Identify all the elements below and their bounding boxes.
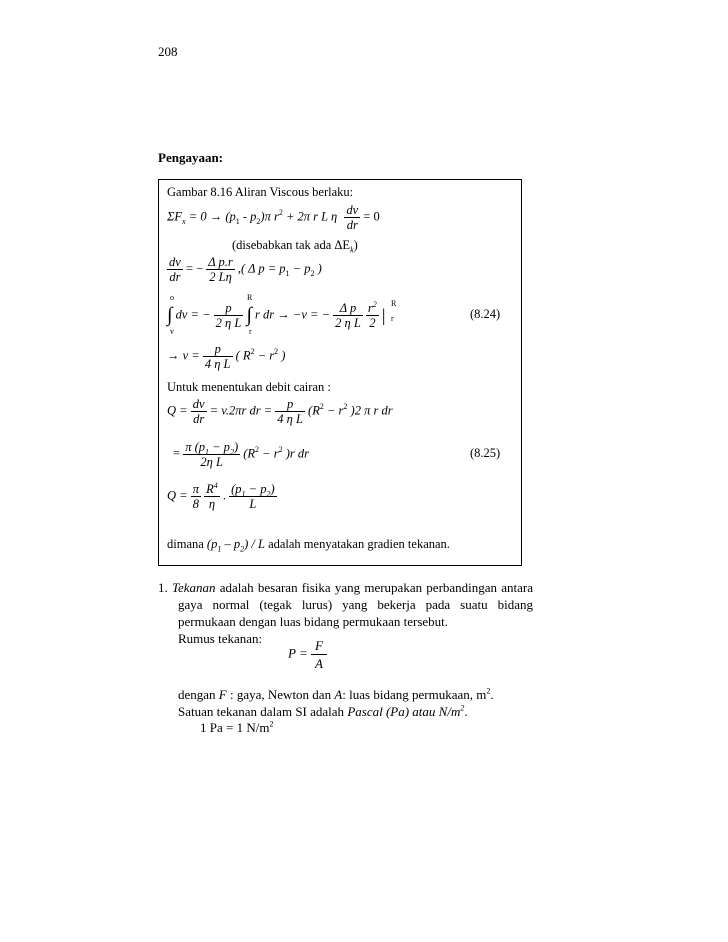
force-equation — [167, 203, 380, 232]
int-upper-r-big: R — [247, 293, 253, 302]
frac-den: 2 η L — [335, 316, 361, 330]
debit-text: Untuk menentukan debit cairan : — [167, 380, 331, 394]
dimana-expr3: ) / L — [244, 537, 265, 551]
v-expr1: → v = — [167, 348, 200, 363]
q-mid: = v.2πr dr = — [209, 403, 273, 418]
sup-2: 2 — [486, 686, 491, 696]
caused-sub: k — [350, 245, 354, 255]
dp-2etal-fraction — [333, 301, 363, 330]
delta-p-def: ,( Δ p = p — [237, 261, 286, 276]
equals: = — [173, 446, 181, 461]
dengan-f: F — [218, 687, 227, 702]
int-expr1: dv = − — [175, 307, 211, 322]
caused-text: (disebabkan tak ada ΔE — [232, 238, 351, 252]
frac-den: 2 Lη — [209, 270, 232, 284]
sub-2: 2 — [240, 544, 245, 554]
sup-2: 2 — [343, 402, 348, 412]
tekanan-line-4: Rumus tekanan: — [178, 631, 263, 646]
frac-den: 4 η L — [277, 412, 303, 426]
sub-x: x — [182, 216, 186, 226]
q-end3: )2 π r dr — [347, 403, 393, 418]
sub-2: 2 — [256, 216, 261, 226]
pi-p-fraction — [183, 440, 240, 469]
dimana-line — [167, 537, 450, 552]
satuan-2: Pascal (Pa) atau N/m — [347, 704, 461, 719]
tekanan-line-3: permukaan dengan luas bidang permukaan tersebut. — [178, 614, 449, 629]
p1p2-L-fraction — [229, 482, 277, 511]
dimana-expr2: – p — [221, 537, 241, 551]
frac-den: L — [249, 497, 257, 511]
eq-part3: )π r — [260, 209, 279, 224]
v-expr3: − r — [254, 348, 275, 363]
q-eq: Q = — [167, 488, 188, 503]
frac-den: dr — [193, 412, 205, 426]
satuan-line — [178, 703, 468, 720]
pa-definition — [200, 719, 273, 736]
r2-2-fraction — [366, 301, 379, 330]
sub-1: 1 — [285, 268, 290, 278]
sup-2: 2 — [250, 347, 255, 357]
section-heading: Pengayaan: — [158, 150, 223, 165]
q-final-equation — [167, 482, 277, 511]
frac-den: 2η L — [200, 455, 223, 469]
frac-num: p — [275, 397, 305, 412]
dimana-post: adalah menyatakan gradien tekanan. — [264, 537, 450, 551]
satuan-3: . — [464, 704, 468, 719]
dv-dr-fraction-3 — [191, 397, 207, 426]
caused-close: ) — [353, 238, 358, 252]
tekanan-line-2: gaya normal (tegak lurus) yang bekerja pada suatu bidang — [178, 597, 533, 612]
q-end2: − r — [323, 403, 344, 418]
sub-1: 1 — [205, 447, 209, 457]
dimana-expr: (p — [206, 537, 218, 551]
dengan-2: : gaya, Newton dan — [226, 687, 335, 702]
sub-2: 2 — [310, 268, 315, 278]
frac-den: 2 η L — [215, 316, 242, 330]
sup-4: 4 — [213, 480, 218, 490]
eval-bar: | — [381, 305, 386, 325]
int-upper-o: o — [170, 293, 174, 302]
frac-num: π (p — [185, 440, 205, 454]
dengan-a: A — [334, 687, 343, 702]
frac-num: dv — [346, 203, 359, 217]
int-lower-v: v — [170, 327, 174, 336]
frac-den: dr — [169, 270, 181, 284]
sup-2: 2 — [372, 299, 377, 309]
dv-dr-fraction — [344, 203, 360, 232]
formula-left: P = — [288, 645, 308, 661]
frac-num2: − p — [209, 440, 230, 454]
frac-num: (p — [231, 482, 242, 496]
eval-lower-r: r — [391, 314, 394, 323]
frac-num3: ) — [270, 482, 275, 496]
integral-equation — [167, 301, 386, 330]
frac-den: 2 — [369, 316, 376, 330]
velocity-equation — [167, 342, 285, 371]
pi-8-fraction — [191, 482, 201, 511]
int-expr2: r dr → −v = − — [255, 307, 331, 322]
frac-num: dv — [169, 255, 181, 269]
frac-den: 4 η L — [204, 357, 231, 371]
p-4etal-fraction-2 — [275, 397, 305, 426]
integral-sign-2: ∫ — [246, 304, 252, 326]
dv-dr-fraction-2 — [167, 255, 183, 284]
frac-den: 8 — [192, 497, 199, 511]
satuan-1: Satuan tekanan dalam SI adalah — [178, 704, 348, 719]
p-4etal-fraction — [203, 342, 233, 371]
term-tekanan: Tekanan — [171, 580, 216, 595]
sum-f: ΣF — [167, 209, 183, 224]
q-eq: Q = — [167, 403, 188, 418]
int-lower-r: r — [249, 327, 252, 336]
delta-p-def2: − p — [289, 261, 311, 276]
q-equation — [167, 397, 393, 426]
eq-zero: = 0 — [363, 209, 380, 224]
eq-part2: - p — [239, 209, 257, 224]
tekanan-line-1 — [158, 579, 533, 596]
dengan-3: : luas bidang permukaan, m — [342, 687, 487, 702]
frac-den: dr — [346, 218, 358, 232]
frac-num: Δ p.r — [208, 255, 233, 269]
delta-p-def3: ) — [314, 261, 322, 276]
q-equation-2 — [167, 440, 309, 469]
f-a-fraction — [311, 637, 327, 672]
line1-rest: adalah besaran fisika yang merupakan perbandingan antara — [215, 580, 534, 595]
frac-num: R — [206, 482, 214, 496]
box-title: Gambar 8.16 Aliran Viscous berlaku: — [167, 185, 354, 199]
frac-num2: − p — [245, 482, 267, 496]
dot: . — [222, 488, 226, 503]
minus-sign: = − — [185, 261, 204, 276]
sup-2: 2 — [274, 347, 279, 357]
integral-sign: ∫ — [167, 304, 173, 326]
eq-line2-end2: − r — [259, 446, 279, 461]
eq-line2-end3: )r dr — [282, 446, 310, 461]
frac-den: η — [208, 497, 216, 511]
frac-num: dv — [192, 397, 205, 411]
v-expr2: ( R — [235, 348, 251, 363]
sup-2: 2 — [269, 719, 274, 729]
sub-1: 1 — [235, 216, 240, 226]
frac-num: p — [203, 342, 233, 357]
q-end: (R — [308, 403, 320, 418]
frac-num: π — [192, 482, 199, 496]
sub-2: 2 — [266, 489, 271, 499]
dimana-pre: dimana — [167, 537, 207, 551]
eval-upper-R: R — [391, 299, 397, 308]
dvdr-equation — [167, 255, 322, 284]
caused-note — [232, 238, 358, 253]
p-2etal-fraction — [214, 301, 244, 330]
sub-1: 1 — [217, 544, 222, 554]
dengan-4: . — [490, 687, 494, 702]
R4-eta-fraction — [204, 482, 220, 511]
eq-part: = 0 → (p — [188, 209, 236, 224]
sup-2: 2 — [278, 445, 283, 455]
sup-2: 2 — [278, 208, 283, 218]
sup-2: 2 — [319, 402, 324, 412]
dengan-1: dengan — [178, 687, 219, 702]
sup-2: 2 — [460, 703, 465, 713]
sup-2: 2 — [255, 445, 260, 455]
equation-number-8-25: (8.25) — [470, 446, 501, 460]
frac-num: Δ p — [333, 301, 363, 316]
frac-den: A — [314, 656, 323, 671]
eq-line2-end: (R — [243, 446, 256, 461]
eq-part4: + 2π r L η — [282, 209, 338, 224]
pa-def: 1 Pa = 1 N/m — [200, 720, 270, 735]
frac-num: F — [311, 637, 327, 655]
page-number: 208 — [158, 44, 178, 59]
dengan-line — [178, 686, 494, 703]
equation-number-8-24: (8.24) — [470, 307, 501, 321]
dp-r-fraction — [206, 255, 234, 284]
sub-2: 2 — [229, 447, 234, 457]
frac-num: p — [214, 301, 244, 316]
v-expr4: ) — [278, 348, 286, 363]
frac-num: r — [367, 301, 373, 315]
list-number: 1. — [158, 580, 172, 595]
sub-1: 1 — [241, 489, 246, 499]
pressure-formula — [288, 637, 327, 672]
frac-num3: ) — [233, 440, 239, 454]
